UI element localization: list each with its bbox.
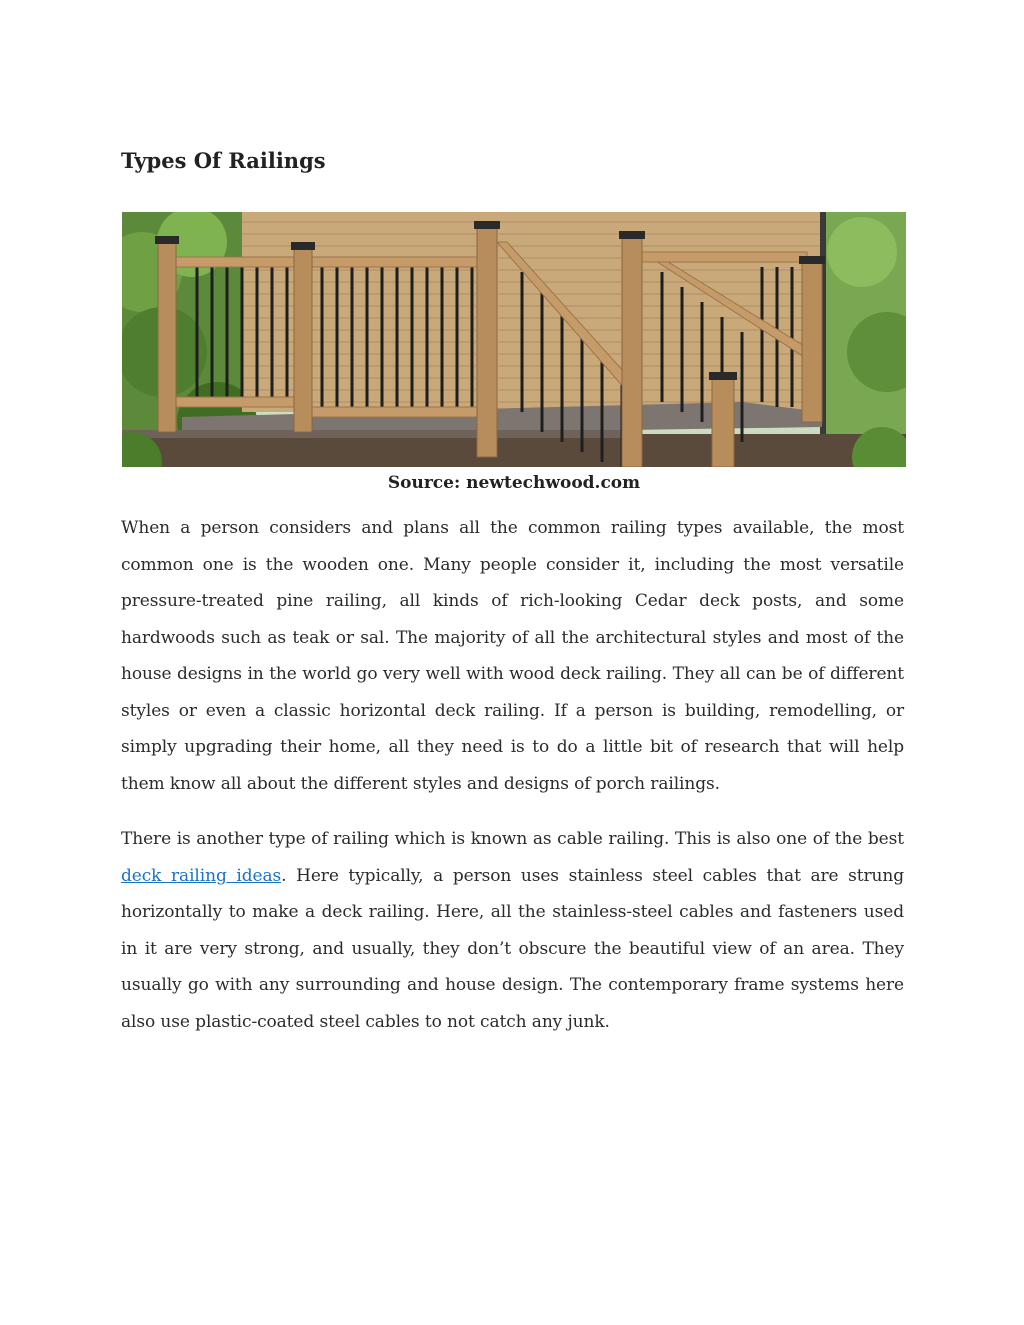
image-caption: Source: newtechwood.com bbox=[387, 473, 641, 493]
paragraph-cable-railing bbox=[121, 821, 904, 1040]
deck-railing-ideas-link[interactable]: deck railing ideas bbox=[121, 865, 282, 886]
paragraph-text-after-link: . Here typically, a person uses stainless steel cables that are strung horizontally to make a deck railing. Here, all the stainless-steel cables and fasteners used in it are very strong, and usually, they don’t obscure the beautiful view of an area. They usually go with any surrounding and house design. The contemporary frame systems here also use plastic-coated steel cables to not catch any junk. bbox=[121, 865, 905, 1032]
page-title: Types Of Railings bbox=[121, 148, 326, 173]
deck-railing-photo bbox=[122, 212, 906, 467]
paragraph-text-before-link: There is another type of railing which is known as cable railing. This is also one of the best bbox=[121, 829, 904, 849]
paragraph-wood-railing: When a person considers and plans all the common railing types available, the most common one is the wooden one. Many people consider it, including the most versatile pressure-treated pine railing, all kinds of rich-looking Cedar deck posts, and some hardwoods such as teak or sal. The majority of all the architectural styles and most of the house designs in the world go very well with wood deck railing. They all can be of different styles or even a classic horizontal deck railing. If a person is building, remodelling, or simply upgrading their home, all they need is to do a little bit of research that will help them know all about the different styles and designs of porch railings. bbox=[121, 518, 904, 794]
